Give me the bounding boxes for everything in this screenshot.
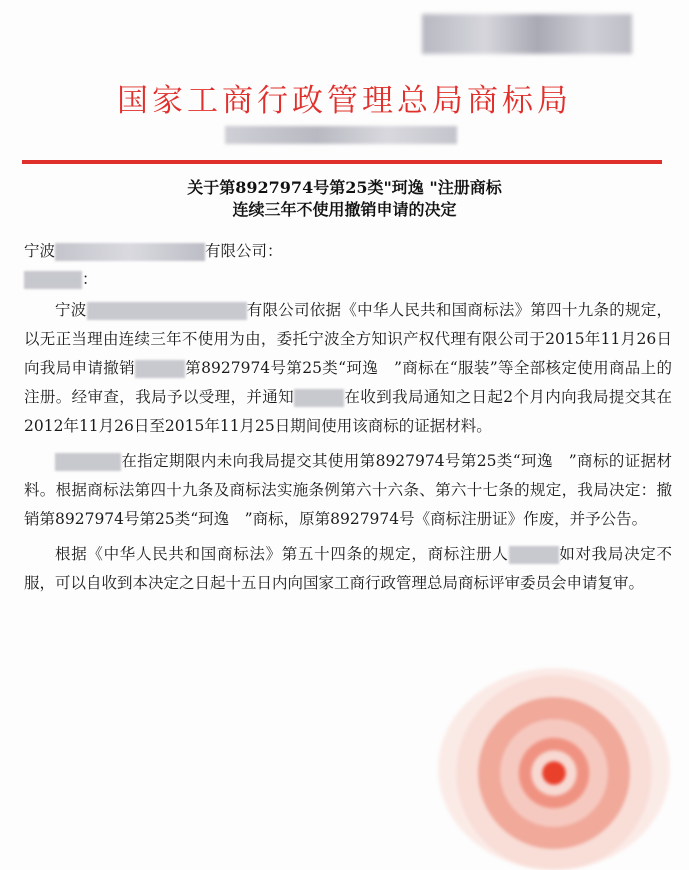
redacted-registrant-2 — [294, 389, 344, 407]
p1-text-d: 在收到我局通知之日起2个月内向我局提交其在2012年11月26日至2015年11月25日期间使用该商标的证据材料。 — [24, 388, 672, 435]
p1-text-b: 有限公司依据《中华人民共和国商标法》第四十九条的规定，以无正当理由连续三年不使用为由，委托宁波全方知识产权代理有限公司于2015年11月26日向我局申请撤销 — [24, 301, 672, 377]
paragraph-3 — [24, 540, 672, 598]
agent-suffix: ： — [82, 270, 98, 288]
agent-line — [24, 268, 98, 290]
p3-text-a: 根据《中华人民共和国商标法》第五十四条的规定，商标注册人 — [55, 545, 509, 563]
redacted-header-info — [422, 14, 632, 54]
paragraph-1 — [24, 296, 672, 441]
recipient-prefix: 宁波 — [24, 242, 56, 260]
p3-text-b: 如对我局决定不服，可以自收到本决定之日起十五日内向国家工商行政管理总局商标评审委员会申请复审。 — [24, 545, 672, 592]
agency-letterhead: 国家工商行政管理总局商标局 — [117, 83, 572, 119]
recipient-suffix: 有限公司： — [205, 242, 283, 260]
paragraph-2 — [24, 447, 672, 534]
redacted-agent-name — [24, 271, 82, 289]
p2-text-a: 在指定期限内未向我局提交其使用第8927974号第25类“珂逸 ”商标的证据材料。根据商标法第四十九条及商标法实施条例第六十六条、第六十七条的规定，我局决定：撤销第8927974号第25类“珂逸 ”商标，原第8927974号《商标注册证》作废，并予公告。 — [24, 452, 672, 528]
redacted-registrant-4 — [509, 546, 559, 564]
redacted-applicant-name — [87, 302, 247, 320]
p1-text-a: 宁波 — [55, 301, 87, 319]
official-seal — [438, 668, 670, 870]
redacted-recipient-name — [55, 243, 205, 261]
redacted-document-number — [225, 126, 457, 144]
letterhead-divider — [22, 160, 662, 164]
title-line-2: 连续三年不使用撤销申请的决定 — [232, 200, 457, 219]
decision-title — [0, 177, 689, 221]
title-line-1: 关于第8927974号第25类"珂逸 "注册商标 — [187, 178, 502, 197]
redacted-registrant — [135, 360, 185, 378]
redacted-registrant-3 — [55, 453, 121, 471]
recipient-line — [24, 240, 283, 262]
p1-text-c: 第8927974号第25类“珂逸 ”商标在“服装”等全部核定使用商品上的注册。经审查，我局予以受理，并通知 — [24, 359, 672, 406]
decision-body — [24, 296, 672, 604]
